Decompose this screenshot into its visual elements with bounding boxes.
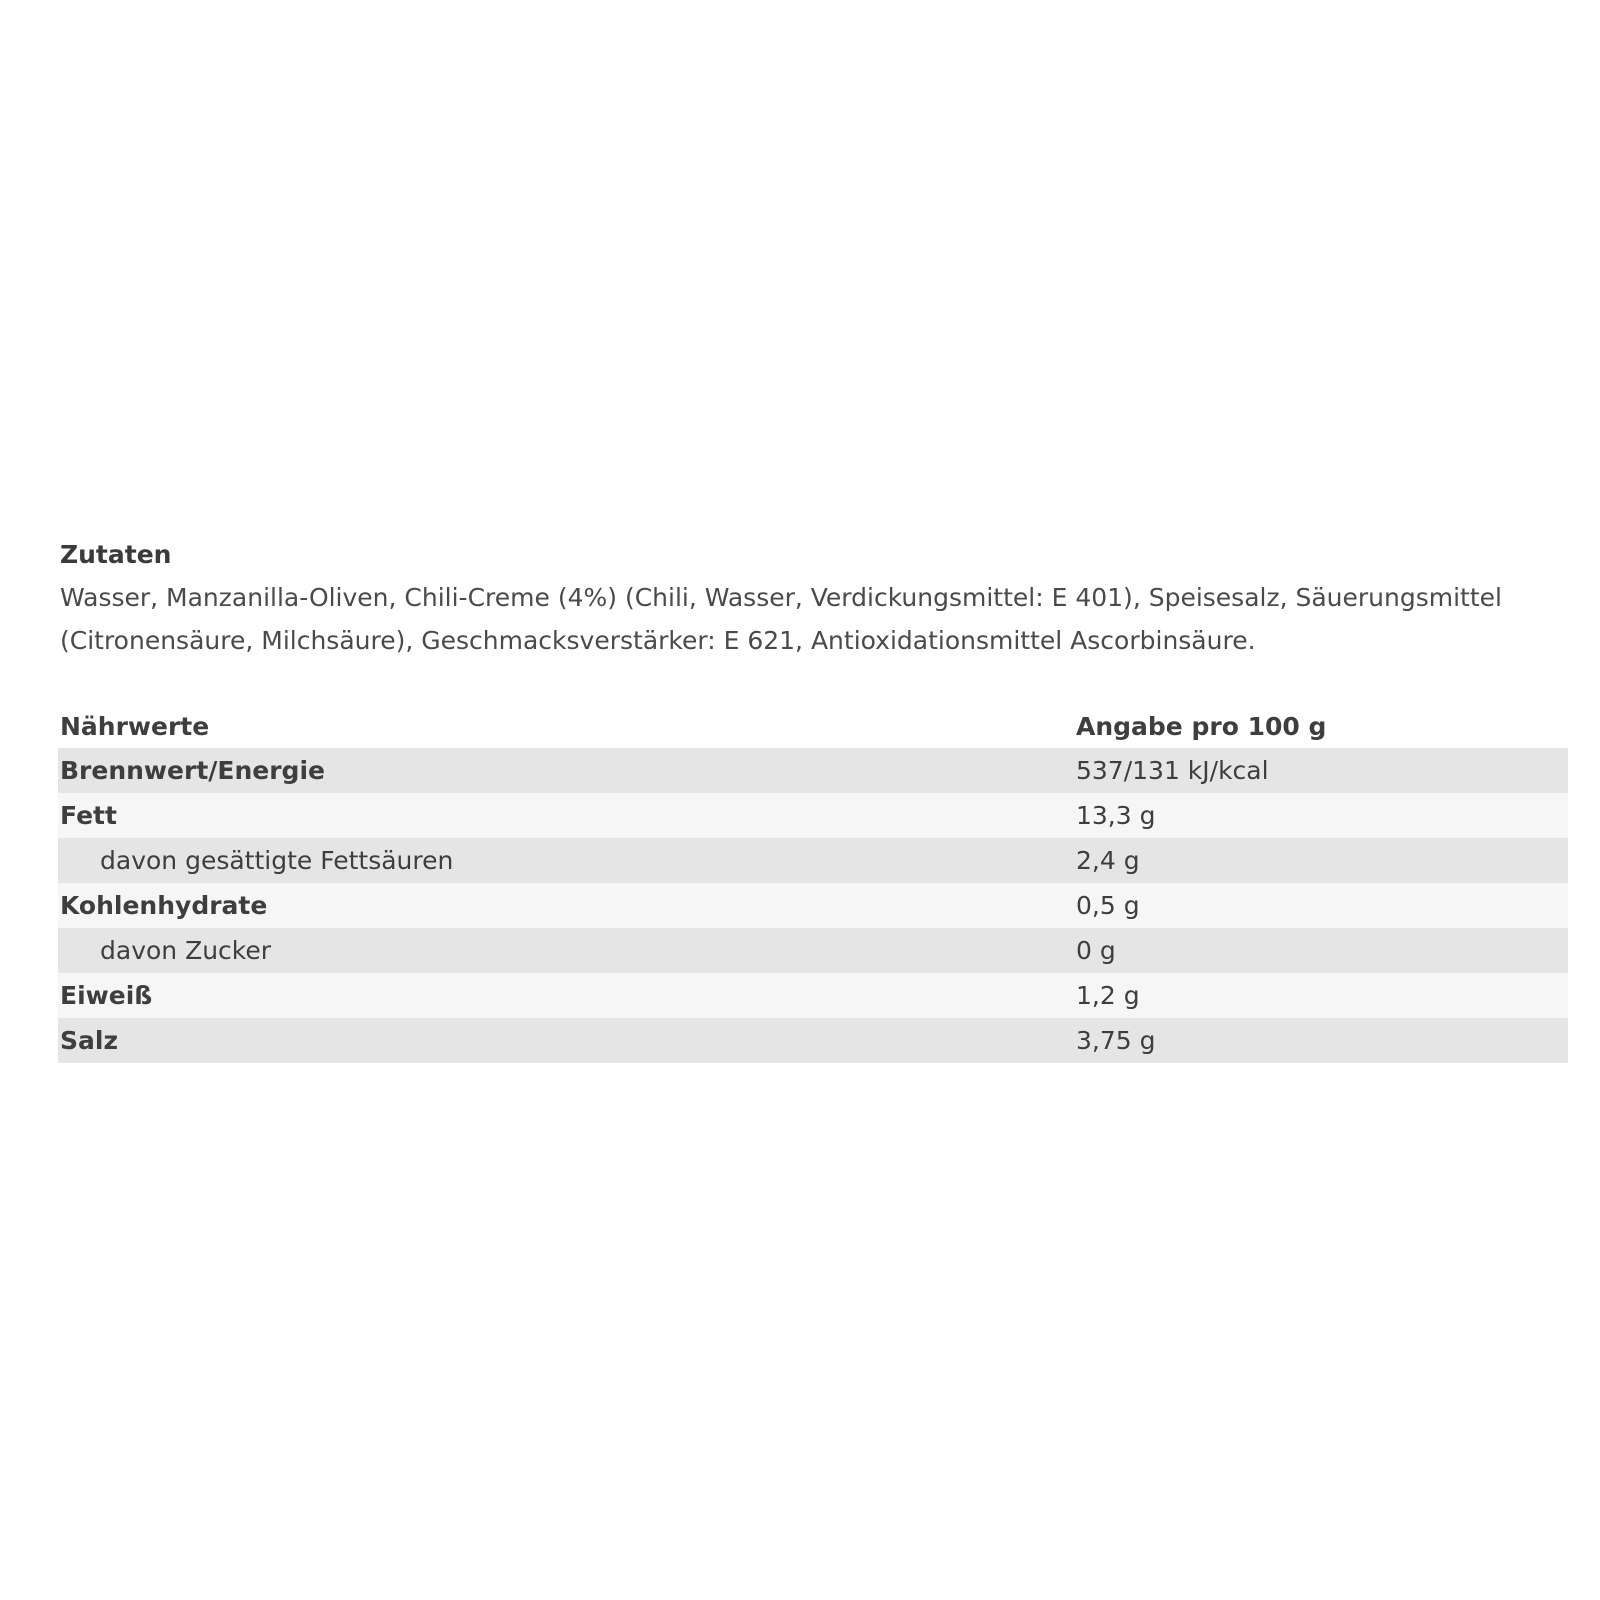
nutrition-row-fat <box>58 793 1568 838</box>
nutrition-value: 0 g <box>1076 936 1116 965</box>
nutrition-row-energy <box>58 748 1568 793</box>
nutrition-value: 1,2 g <box>1076 981 1140 1010</box>
nutrition-value: 2,4 g <box>1076 846 1140 875</box>
nutrition-value: 537/131 kJ/kcal <box>1076 756 1269 785</box>
product-info-panel <box>60 538 1566 1063</box>
nutrition-header-value: Angabe pro 100 g <box>1076 711 1327 741</box>
nutrition-label: Brennwert/Energie <box>60 756 325 785</box>
nutrition-row-carbohydrates <box>58 883 1568 928</box>
nutrition-row-sugar <box>58 928 1568 973</box>
ingredients-text: Wasser, Manzanilla-Oliven, Chili-Creme (4%) (Chili, Wasser, Verdickungsmittel: E 401), Speisesalz, Säuerungsmittel (Citronensäure, Milchsäure), Geschmacksverstärker: E 621, Antioxidationsmittel Ascorbinsäure. <box>60 583 1502 655</box>
nutrition-label: Salz <box>60 1026 118 1055</box>
nutrition-row-protein <box>58 973 1568 1018</box>
nutrition-value: 13,3 g <box>1076 801 1156 830</box>
nutrition-row-saturated-fat <box>58 838 1568 883</box>
nutrition-label: davon Zucker <box>100 936 272 965</box>
nutrition-table <box>58 704 1568 1063</box>
nutrition-label: Fett <box>60 801 117 830</box>
ingredients-title: Zutaten <box>60 540 172 569</box>
nutrition-header-label: Nährwerte <box>60 711 210 741</box>
nutrition-value: 0,5 g <box>1076 891 1140 920</box>
nutrition-label: Kohlenhydrate <box>60 891 268 920</box>
nutrition-label: Eiweiß <box>60 981 153 1010</box>
nutrition-value: 3,75 g <box>1076 1026 1156 1055</box>
nutrition-header-row <box>58 704 1568 748</box>
nutrition-label: davon gesättigte Fettsäuren <box>100 846 454 875</box>
nutrition-row-salt <box>58 1018 1568 1063</box>
